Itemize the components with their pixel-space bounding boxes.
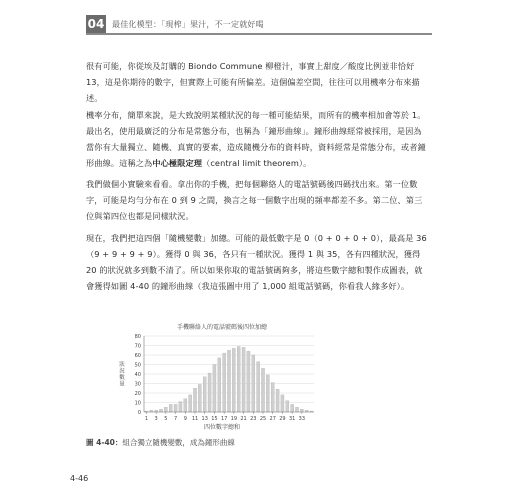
x-tick-label: 21 bbox=[240, 416, 247, 422]
bar bbox=[179, 402, 182, 412]
paragraph-2-text: 機率分布，簡單來說，是大致說明某種狀況的每一種可能結果，而所有的機率相加會等於 1。最出名，使用最廣泛的分布是常態分布，也稱為「鐘形曲線」。鐘形曲線經常被採用，是因為當你有大量獨立、隨機、真實的要素，造成隨機分布的資料時，資料經常是常態分布，或者鐘形曲線。這稱之為 bbox=[86, 110, 426, 168]
x-tick-label: 7 bbox=[173, 416, 178, 422]
bar bbox=[291, 404, 294, 412]
y-tick-label: 20 bbox=[134, 391, 141, 397]
x-tick-label: 15 bbox=[211, 416, 218, 422]
y-tick-label: 0 bbox=[137, 410, 141, 416]
bar bbox=[257, 362, 260, 412]
bar bbox=[242, 347, 245, 412]
bar bbox=[261, 368, 264, 412]
x-tick-label: 25 bbox=[259, 416, 267, 422]
bar bbox=[198, 384, 201, 412]
bar bbox=[276, 389, 279, 412]
x-tick-label: 3 bbox=[154, 416, 158, 422]
bar bbox=[286, 401, 289, 412]
bar bbox=[232, 348, 235, 412]
bar bbox=[227, 350, 230, 412]
x-tick-label: 27 bbox=[269, 416, 276, 422]
y-tick-label: 60 bbox=[134, 353, 141, 359]
x-tick-label: 33 bbox=[298, 416, 306, 422]
bar bbox=[174, 404, 177, 412]
bar bbox=[189, 395, 192, 412]
bar bbox=[295, 407, 298, 412]
x-tick-label: 19 bbox=[230, 416, 238, 422]
y-axis-label-char: 數 bbox=[119, 375, 125, 381]
y-axis-label-char: 況 bbox=[119, 368, 125, 375]
central-limit-theorem-term: 中心極限定理 bbox=[152, 158, 203, 168]
chart-title: 手機聯絡人的電話號碼後四位加總 bbox=[176, 324, 268, 331]
bar bbox=[252, 355, 255, 412]
bar bbox=[266, 375, 269, 412]
page-number: 4-46 bbox=[70, 474, 89, 483]
bar bbox=[218, 358, 221, 412]
bar bbox=[169, 404, 172, 412]
figure-caption-text: 組合獨立隨機變數，成為鐘形曲線 bbox=[122, 438, 235, 447]
x-tick-label: 1 bbox=[144, 416, 149, 422]
figure-number: 圖 4-40： bbox=[86, 438, 123, 447]
plot-area bbox=[119, 334, 314, 422]
figure-caption bbox=[86, 437, 235, 448]
bar bbox=[247, 351, 250, 412]
paragraph-3: 我們做個小實驗來看看。拿出你的手機，把每個聯絡人的電話號碼後四碼找出來。第一位數字，可能是均勻分布在 0 到 9 之間，換言之每一個數字出現的頻率都差不多。第二位、第三位與第四位也都是同樣狀況。 bbox=[86, 179, 423, 221]
bar bbox=[271, 383, 274, 412]
y-axis-label-char: 量 bbox=[119, 381, 125, 388]
bar bbox=[237, 346, 240, 412]
bar bbox=[300, 409, 303, 412]
y-tick-label: 50 bbox=[134, 362, 141, 369]
chapter-title: 最佳化模型：「現榨」果汁，不一定就好喝 bbox=[112, 19, 264, 29]
bar bbox=[208, 373, 211, 412]
x-tick-label: 29 bbox=[279, 416, 286, 422]
x-tick-label: 11 bbox=[191, 416, 199, 422]
y-tick-label: 80 bbox=[134, 334, 141, 340]
bar bbox=[223, 353, 226, 412]
paragraph-2 bbox=[86, 107, 428, 171]
paragraph-2-tail: （central limit theorem）。 bbox=[202, 158, 312, 168]
bell-curve-chart bbox=[112, 322, 322, 432]
x-tick-label: 17 bbox=[220, 416, 228, 422]
bar bbox=[164, 407, 167, 412]
x-tick-label: 23 bbox=[250, 416, 257, 422]
bar bbox=[184, 399, 187, 412]
x-tick-label: 5 bbox=[164, 416, 168, 422]
paragraph-4: 現在，我們把這四個「隨機變數」加總。可能的最低數字是 0（0 + 0 + 0 + 0），最高是 36（9 + 9 + 9 + 9）。獲得 0 與 36，各只有一種狀況。獲得 1 與 35，各有四種狀況，獲得 20 的狀況就多到數不清了。所以如果你取的電話號碼夠多，將這些數字總和製作成圖表，就會獲得如圖 4-40 的鐘形曲線（我這張圖中用了 1,000 組電話號碼，你看我人緣多好）。 bbox=[86, 233, 427, 291]
bar bbox=[203, 377, 206, 412]
x-tick-label: 9 bbox=[183, 416, 187, 422]
bar bbox=[193, 388, 196, 412]
x-axis-label: 四位數字總和 bbox=[203, 424, 241, 431]
header-rule bbox=[86, 33, 432, 35]
chapter-header bbox=[86, 15, 264, 33]
bar bbox=[281, 395, 284, 412]
y-tick-label: 40 bbox=[134, 372, 141, 378]
x-tick-label: 13 bbox=[201, 416, 208, 422]
paragraph-1: 很有可能，你從埃及訂購的 Biondo Commune 柳橙汁，事實上甜度／酸度比例並非恰好 13，這是你期待的數字，但實際上可能有所偏差。這個偏差空間，往往可以用機率分布來描述。 bbox=[86, 61, 420, 103]
y-tick-label: 30 bbox=[134, 381, 141, 388]
y-tick-label: 70 bbox=[134, 343, 141, 350]
bar bbox=[213, 365, 216, 413]
y-axis-label-char: 狀 bbox=[119, 362, 125, 368]
chapter-number: 04 bbox=[87, 17, 105, 31]
x-tick-label: 31 bbox=[288, 416, 296, 422]
y-tick-label: 10 bbox=[134, 400, 141, 407]
bar bbox=[159, 409, 162, 412]
